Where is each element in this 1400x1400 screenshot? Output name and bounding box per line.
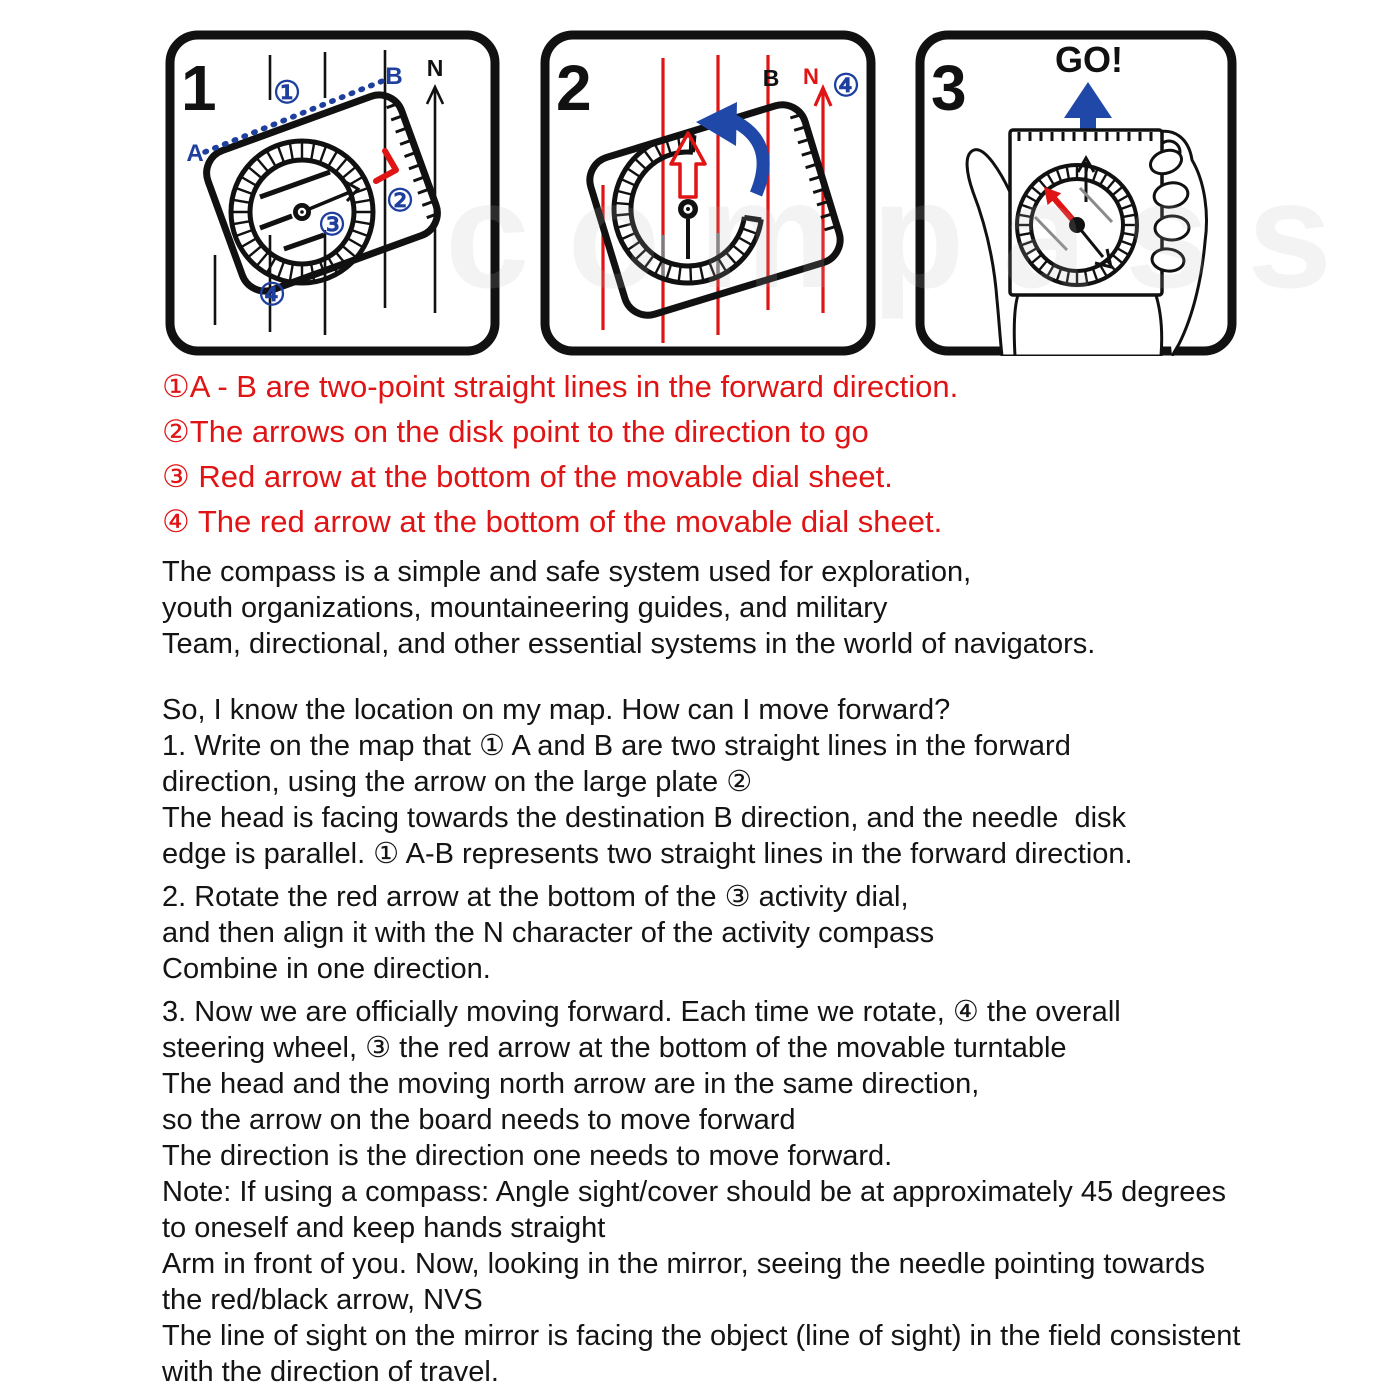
body-line: to oneself and keep hands straight	[162, 1212, 606, 1244]
panel-1-compass-dial	[231, 141, 373, 283]
watermark: compass	[445, 150, 1370, 320]
body-line: steering wheel, ③ the red arrow at the bottom of the movable turntable	[162, 1032, 1067, 1064]
panel-2-diagram	[540, 30, 876, 356]
body-line: with the direction of travel.	[162, 1356, 499, 1388]
panel-1-marker-2: ②	[386, 183, 414, 218]
panel-2-red-orienting-arrow	[671, 133, 705, 197]
panel-1-border	[170, 35, 495, 351]
panel-2-marker-4: ④	[832, 68, 860, 103]
panel-2-b-label: B	[762, 65, 780, 91]
red-caption-4: ④ The red arrow at the bottom of the movable dial sheet.	[162, 504, 943, 539]
body-line: The direction is the direction one needs to move forward.	[162, 1140, 893, 1172]
panel-3-go-label: GO!	[1055, 39, 1123, 80]
body-line: so the arrow on the board needs to move forward	[162, 1104, 796, 1136]
body-line: Note: If using a compass: Angle sight/cover should be at approximately 45 degrees	[162, 1176, 1226, 1208]
body-line: 1. Write on the map that ① A and B are two straight lines in the forward	[162, 730, 1071, 762]
body-line: The line of sight on the mirror is facing the object (line of sight) in the field consistent	[162, 1320, 1241, 1352]
body-line: youth organizations, mountaineering guides, and military	[162, 592, 888, 624]
panel-1-number: 1	[181, 52, 217, 124]
body-line: the red/black arrow, NVS	[162, 1284, 483, 1316]
body-line: direction, using the arrow on the large plate ②	[162, 766, 753, 798]
panel-1-marker-1: ①	[273, 75, 301, 110]
body-line: Combine in one direction.	[162, 953, 491, 985]
body-line: 2. Rotate the red arrow at the bottom of the ③ activity dial,	[162, 881, 909, 913]
panel-1-n-label: N	[426, 55, 444, 81]
body-line: 3. Now we are officially moving forward. Each time we rotate, ④ the overall	[162, 996, 1121, 1028]
body-line: and then align it with the N character of the activity compass	[162, 917, 935, 949]
body-line: Arm in front of you. Now, looking in the mirror, seeing the needle pointing towards	[162, 1248, 1205, 1280]
panel-2-n-label: N	[803, 64, 819, 89]
red-caption-list	[162, 364, 958, 544]
body-line: Team, directional, and other essential systems in the world of navigators.	[162, 628, 1096, 660]
panel-2-number: 2	[556, 52, 592, 124]
panel-1-marker-3: ③	[318, 207, 346, 242]
panel-1-marker-4: ④	[258, 277, 286, 312]
red-caption-3: ③ Red arrow at the bottom of the movable dial sheet.	[162, 459, 893, 494]
body-line: edge is parallel. ① A-B represents two straight lines in the forward direction.	[162, 838, 1133, 870]
panel-2-compass-dial	[614, 133, 761, 283]
panel-1-a-label: A	[186, 140, 204, 167]
body-line: The head is facing towards the destination B direction, and the needle disk	[162, 802, 1127, 834]
red-caption-1: ①A - B are two-point straight lines in the forward direction.	[162, 369, 959, 404]
panel-1-diagram	[165, 30, 500, 356]
body-line: The head and the moving north arrow are in the same direction,	[162, 1068, 980, 1100]
panel-3-number: 3	[931, 52, 967, 124]
panel-1-b-label: B	[385, 63, 403, 90]
red-caption-2: ②The arrows on the disk point to the direction to go	[162, 414, 869, 449]
body-line: So, I know the location on my map. How can I move forward?	[162, 694, 951, 726]
instruction-text	[162, 554, 1240, 1390]
panel-3-diagram	[915, 30, 1237, 356]
body-line: The compass is a simple and safe system used for exploration,	[162, 556, 972, 588]
